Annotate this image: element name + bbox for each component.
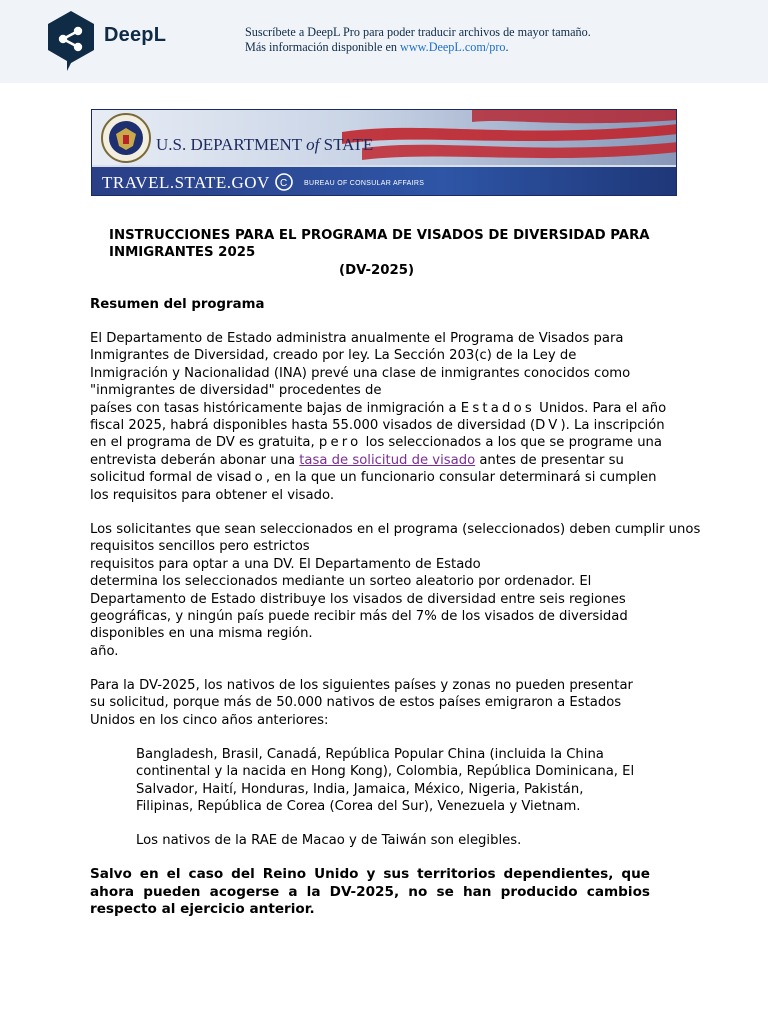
p1-text: El Departamento de Estado administra anualmente el Programa de Visados para Inmigrantes de Diversidad, creado por ley. La Sección 203(c) de la Ley de Inmigración y Nacionalidad (INA) prevé una clase de inmigrantes conocidos como "inmigrantes de diversidad" procedentes de países con tasas históricamente bajas de inmigración a: [90, 331, 631, 416]
paragraph-ineligible-countries-intro: Para la DV-2025, los nativos de los siguientes países y zonas no pueden presentar su solicitud, porque más de 50.000 nativos de estos países emigraron a Estados Unidos en los cinco años anteriores:: [90, 678, 633, 728]
paragraph-program-summary: [90, 330, 720, 504]
p1-text: Unidos. Para el año fiscal 2025, habrá disponibles hasta 55.000 visados de diversidad (: [90, 400, 667, 434]
eligible-note: Los nativos de la RAE de Macao y de Taiwán son elegibles.: [136, 833, 522, 848]
document-subtitle: (DV-2025): [339, 263, 415, 278]
deepl-brand-name: DeepL: [104, 24, 167, 46]
p1-text: ). La inscripción en el programa de DV es gratuita,: [90, 418, 665, 451]
deepl-banner: [0, 0, 768, 83]
document-title: INSTRUCCIONES PARA EL PROGRAMA DE VISADOS DE DIVERSIDAD PARA INMIGRANTES 2025: [109, 228, 650, 261]
p1-spaced-text: DV: [535, 418, 561, 434]
promo-prefix: Más información disponible en: [245, 40, 401, 54]
promo-suffix: .: [505, 40, 509, 54]
p1-spaced-text: pero: [318, 435, 362, 451]
deepl-promo-text: [245, 25, 591, 55]
promo-line-2: [245, 40, 591, 55]
deepl-pro-link[interactable]: www.DeepL.com/pro: [400, 40, 506, 54]
visa-fee-link[interactable]: tasa de solicitud de visado: [299, 452, 476, 468]
paragraph-selection-requirements: Los solicitantes que sean seleccionados en el programa (seleccionados) deben cumplir unos requisitos sencillos pero estrictos requisitos para optar a una DV. El Departamento de Estado determina los seleccionados mediante un sorteo aleatorio por ordenador. El Departamento de Estado distribuye los visados de diversidad entre seis regiones geográficas, y ningún país puede recibir más del 7% de los visados de diversidad disponibles en una misma región. año.: [90, 522, 701, 659]
state-header-graphic: [92, 110, 677, 196]
svg-text:C: C: [280, 178, 288, 189]
promo-line-1: Suscríbete a DeepL Pro para poder traducir archivos de mayor tamaño.: [245, 25, 591, 39]
state-department-header-image: [91, 109, 677, 196]
state-header-bureau-text: BUREAU OF CONSULAR AFFAIRS: [304, 180, 425, 187]
section-heading: Resumen del programa: [90, 297, 265, 312]
final-note: Salvo en el caso del Reino Unido y sus territorios dependientes, que ahora pueden acogerse a la DV-2025, no se han producido cambios respecto al ejercicio anterior.: [90, 866, 650, 917]
ineligible-country-list: Bangladesh, Brasil, Canadá, República Popular China (incluida la China continental y la nacida en Hong Kong), Colombia, República Dominicana, El Salvador, Haití, Honduras, India, Jamaica, México, Nigeria, Pakistán, Filipinas, República de Corea (Corea del Sur), Venezuela y Vietnam.: [136, 747, 635, 815]
p1-text: antes de presentar su solicitud formal de visa: [90, 452, 624, 486]
p1-spaced-text: Estados: [460, 400, 535, 416]
state-header-department-text: U.S. DEPARTMENT of STATE: [156, 135, 374, 154]
p1-text: los seleccionados a los que se programe una entrevista deberán abonar una: [90, 435, 662, 468]
p1-text: , en la que un funcionario consular determinará si cumplen los requisitos para obtener el visado.: [90, 470, 657, 503]
p1-spaced-text: do: [243, 470, 266, 486]
deepl-logo-icon[interactable]: [46, 10, 96, 72]
state-header-site-text: TRAVEL.STATE.GOV: [102, 173, 270, 192]
